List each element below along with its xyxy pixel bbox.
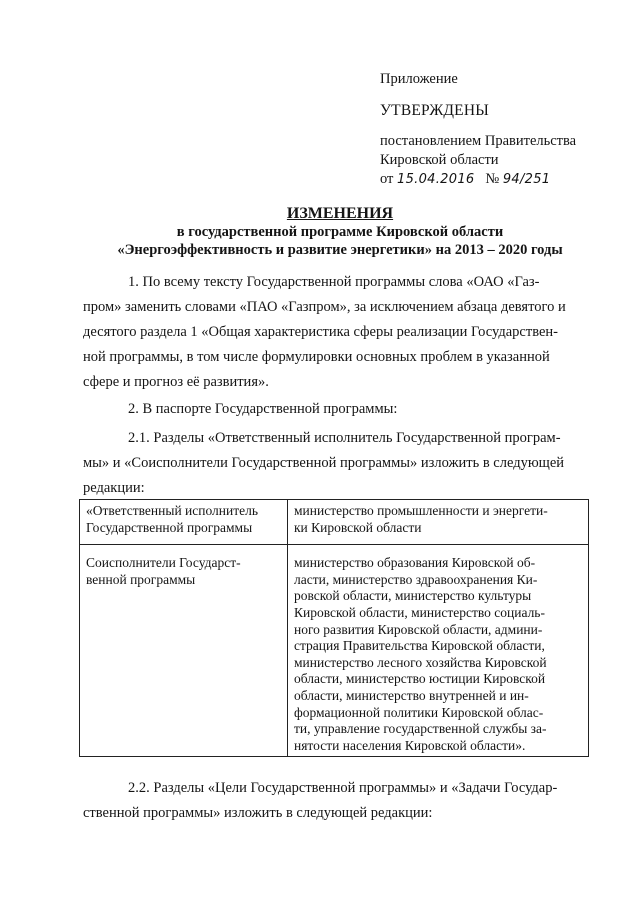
cell-line: ного развития Кировской области, админи- [294,621,543,637]
handwritten-date: 15.04.2016 [397,172,475,187]
approved-label: УТВЕРЖДЕНЫ [380,102,489,119]
table-row [80,500,589,545]
cell-line: страция Правительства Кировской области, [294,638,545,654]
handwritten-number: 94/251 [502,172,551,187]
approval-line-1: постановлением Правительства [380,133,577,149]
cell-line: Соисполнители Государст- [86,555,241,571]
paragraph-1-line: 1. По всему тексту Государственной программы слова «ОАО «Газ- [128,274,540,290]
approval-line-2: Кировской области [380,152,499,168]
paragraph-2-2 [83,776,588,826]
table-row [80,545,589,757]
cell-line: венной программы [86,571,196,587]
number-prefix: № [485,171,500,187]
cell-line: ласти, министерство здравоохранения Ки- [294,571,538,587]
passport-table [79,499,589,757]
paragraph-1 [83,270,588,395]
cell-line: Государственной программы [86,519,253,535]
appendix-label: Приложение [380,71,458,87]
paragraph-2-2-line: 2.2. Разделы «Цели Государственной программы» и «Задачи Государ- [128,780,558,796]
document-title [70,205,610,259]
approval-block [380,70,620,189]
table-cell-left [80,500,288,545]
paragraph-1-line: ной программы, в том числе формулировки основных проблем в указанной [83,349,550,365]
date-prefix: от [380,171,394,187]
cell-line: министерство промышленности и энергети- [294,503,548,518]
title-main: ИЗМЕНЕНИЯ [286,205,394,222]
cell-line: ти, управление государственной службы за- [294,721,547,737]
table-cell-left [80,545,288,757]
title-line-2: в государственной программе Кировской области [176,224,504,240]
cell-line: области, министерство внутренней и ин- [294,687,529,703]
cell-line: области, министерство юстиции Кировской [294,671,546,687]
paragraph-1-line: десятого раздела 1 «Общая характеристика сферы реализации Государствен- [83,324,558,340]
cell-line: ки Кировской области [294,519,422,535]
paragraph-2-1-line: редакции: [83,480,145,496]
cell-line: министерство образования Кировской об- [294,555,536,571]
cell-line: Кировской области, министерство социаль- [294,604,545,620]
paragraph-2-1-line: мы» и «Соисполнители Государственной программы» изложить в следующей [83,455,565,471]
table-cell-right [288,545,589,757]
cell-line: формационной политики Кировской облас- [294,704,544,720]
table-cell-right [288,500,589,545]
paragraph-2-1-line: 2.1. Разделы «Ответственный исполнитель Государственной програм- [128,430,561,446]
paragraph-1-line: пром» заменить словами «ПАО «Газпром», за исключением абзаца девятого и [83,299,566,315]
cell-line: «Ответственный исполнитель [86,503,259,518]
cell-line: нятости населения Кировской области». [294,737,526,753]
title-line-3: «Энергоэффективность и развитие энергетики» на 2013 – 2020 годы [117,242,563,258]
paragraph-1-line: сфере и прогноз её развития». [83,374,269,390]
paragraph-2: 2. В паспорте Государственной программы: [128,401,398,417]
paragraph-2-1 [83,426,588,501]
cell-line: ровской области, министерство культуры [294,588,532,604]
paragraph-2-2-line: ственной программы» изложить в следующей редакции: [83,805,433,821]
cell-line: министерство лесного хозяйства Кировской [294,654,547,670]
approval-date-line [380,170,620,189]
